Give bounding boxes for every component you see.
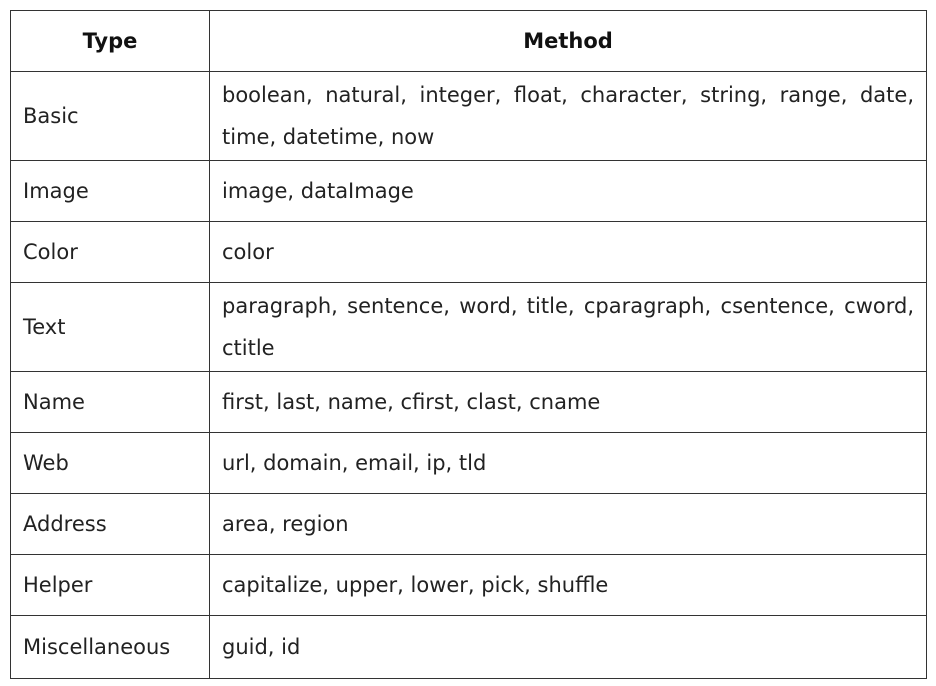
type-cell-color: Color (11, 222, 210, 283)
method-cell-text: paragraph, sentence, word, title, cparagraph, csentence, cword, ctitle (210, 283, 927, 372)
type-cell-name: Name (11, 372, 210, 433)
table-row (11, 72, 927, 161)
method-cell-address: area, region (210, 494, 927, 555)
table-row (11, 222, 927, 283)
table-row (11, 161, 927, 222)
type-cell-web: Web (11, 433, 210, 494)
type-cell-basic: Basic (11, 72, 210, 161)
method-cell-color: color (210, 222, 927, 283)
type-cell-text: Text (11, 283, 210, 372)
table-row (11, 372, 927, 433)
table-row (11, 494, 927, 555)
method-cell-name: first, last, name, cfirst, clast, cname (210, 372, 927, 433)
table-row (11, 433, 927, 494)
header-type: Type (11, 11, 210, 72)
header-method: Method (210, 11, 927, 72)
method-cell-image: image, dataImage (210, 161, 927, 222)
method-cell-web: url, domain, email, ip, tld (210, 433, 927, 494)
method-cell-helper: capitalize, upper, lower, pick, shuffle (210, 555, 927, 616)
type-cell-address: Address (11, 494, 210, 555)
table-row (11, 555, 927, 616)
table-row (11, 616, 927, 679)
mock-methods-table-container (10, 10, 926, 679)
type-cell-helper: Helper (11, 555, 210, 616)
mock-methods-table (10, 10, 927, 679)
table-header-row (11, 11, 927, 72)
method-cell-miscellaneous: guid, id (210, 616, 927, 679)
type-cell-miscellaneous: Miscellaneous (11, 616, 210, 679)
method-cell-basic: boolean, natural, integer, float, character, string, range, date, time, datetime, now (210, 72, 927, 161)
table-row (11, 283, 927, 372)
type-cell-image: Image (11, 161, 210, 222)
